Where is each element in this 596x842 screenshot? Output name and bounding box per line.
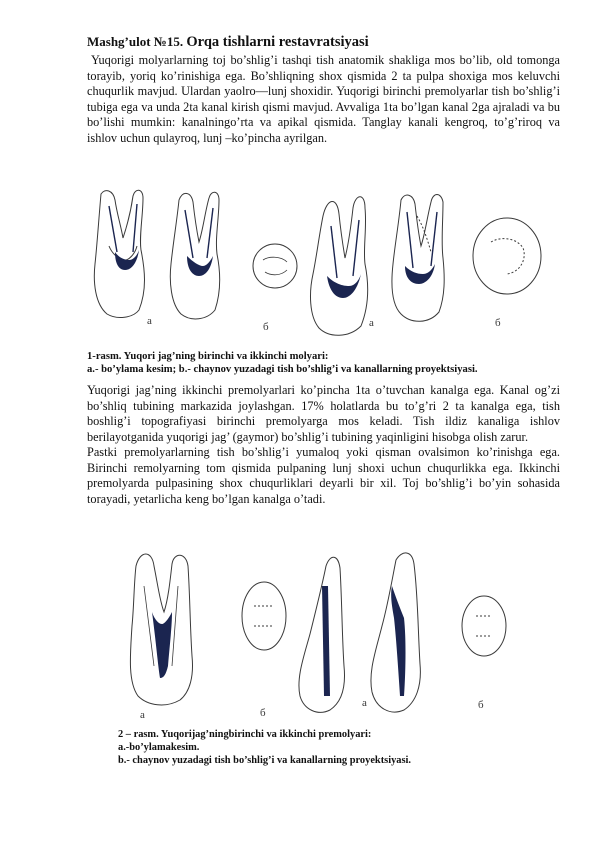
premolar-2-outline [299,557,345,712]
title-main: Orqa tishlarni restavratsiyasi [186,34,369,50]
figure-2-premolars [114,546,515,726]
fig2-label-a1: a [140,709,145,721]
fig1-label-a2: a [369,317,374,329]
occlusal-projection-2 [473,218,541,294]
occlusal-projection-3 [242,582,286,650]
page-title [87,34,557,51]
occlusal-projection-1 [253,244,297,288]
figure-1-caption-line1: 1-rasm. Yuqori jag’ning birinchi va ikkinchi molyari: [87,351,329,362]
figure-2-caption-line3: b.- chaynov yuzadagi tish bo’shlig’i va kanallarning proyektsiyasi. [118,755,412,766]
occlusal-projection-4 [462,596,506,656]
fig2-label-b1: б [260,707,266,719]
title-prefix: Mashg’ulot №15. [87,34,184,49]
paragraph-lower-premolars: Pastki premolyarlarning tish bo’shlig’i yumaloq yoki qisman ovalsimon ko’rinishga ega. Birinchi remolyarning tom qismida pulpaning lunj shoxi uchun chuqurlikka ega. Ikkinchi premolyarda pulpasining shox chuqurliklari deyarli bir xil. Toj bo’shlig’i bo’yin sohasida torayadi, yetarlicha keng bo’lgan kanalga o’tadi. [87,445,560,506]
figure-1-molars [87,186,559,346]
figure-2-caption [118,728,558,767]
molar-3-outline [311,197,368,336]
figure-2-caption-line2: a.-bo’ylamakesim. [118,742,200,753]
fig1-label-a1: a [147,315,152,327]
fig2-label-a2: a [362,697,367,709]
fig1-label-b1: б [263,321,269,333]
paragraph-molars: Yuqorigi molyarlarning toj bo’shlig’i tashqi tish anatomik shakliga mos bo’lib, old tomonga torayib, yoriq ko’rinishiga ega. Bo’shliqning shox qismida 2 ta pulpa shoxiga mos keluvchi chuqurlik mavjud. Ulardan yaolro—lunj shoxidir. Yuqorigi birinchi premolyarlar tish bo’shlig’i tubiga ega va unda 2ta kanal kirish qismi mavjud. Avvaliga 1ta bo’lgan kanal 2ga ajraladi va bu bo’lishi mumkin: kanalningo’rta va apikal qismida. Tanglay kanali kengroq, to’g’riroq va ishlov uchun qulayroq, lunj –ko’pincha ayrilgan. [87,53,560,145]
figure-1-caption-line2: a.- bo’ylama kesim; b.- chaynov yuzadagi tish bo’shlig’i va kanallarning proyektsiyasi. [87,364,478,375]
paragraph-upper-premolars: Yuqorigi jag’ning ikkinchi premolyarlari ko’pincha 1ta o’tuvchan kanalga ega. Kanal og’zi bo’shliq tubining markazida joylashgan. 17% holatlarda bu to’g’ri 2 ta kanalga ega, tish boshlig’i topografiyasi birinchi premolyarga mos keladi. Tish ildiz kanaliga ishlov berilayotganida yuqorigi jag’ (gaymor) bo’shlig’i tubining yaqinligini hisobga olish zarur. [87,383,560,444]
figure-2-caption-line1: 2 – rasm. Yuqorijag’ningbirinchi va ikkinchi premolyari: [118,729,372,740]
fig2-label-b2: б [478,699,484,711]
fig1-label-b2: б [495,317,501,329]
figure-1-caption [87,350,567,376]
